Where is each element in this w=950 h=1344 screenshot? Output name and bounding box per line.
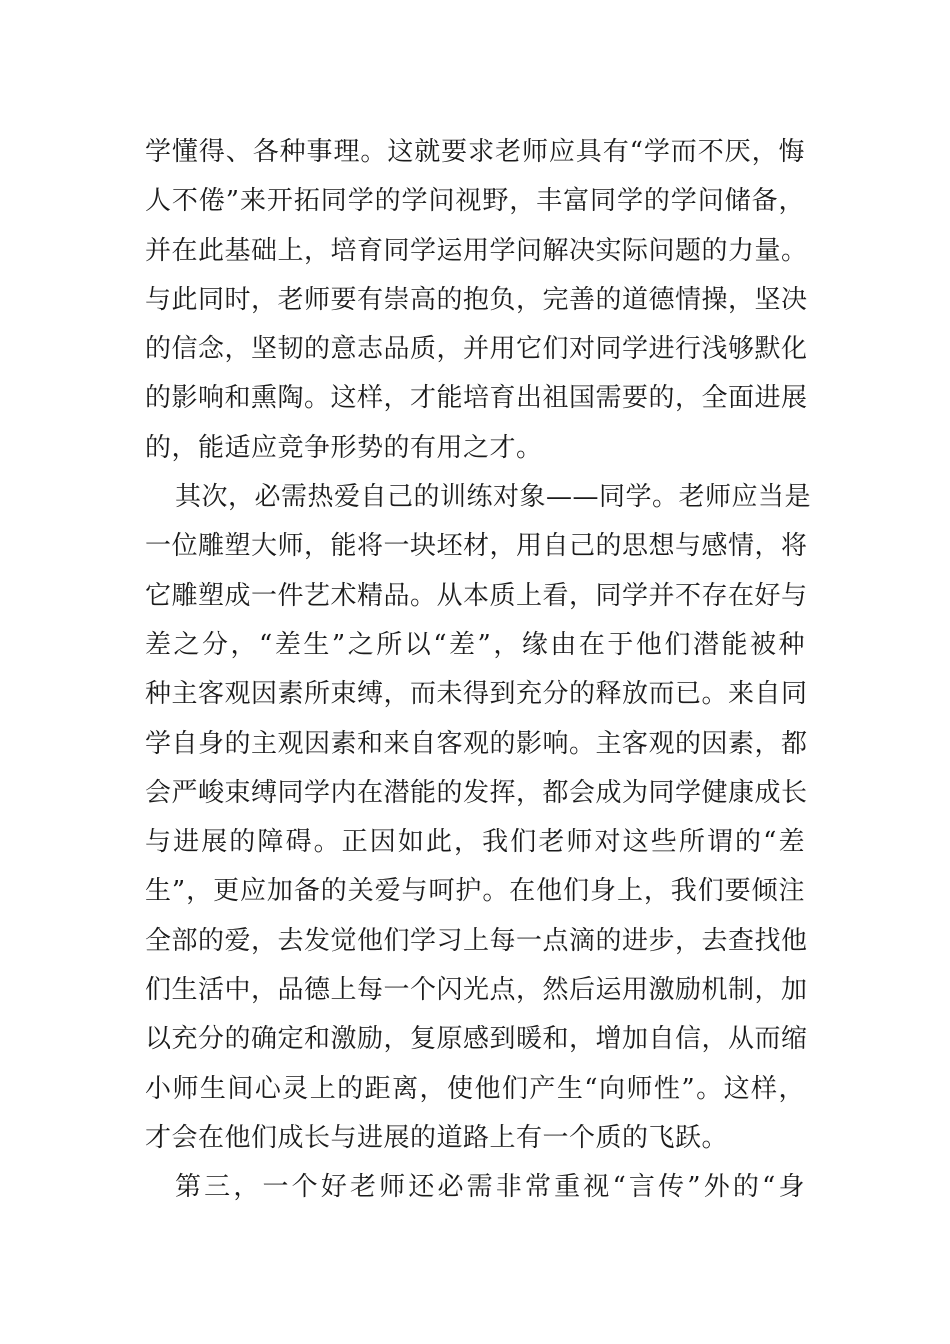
text-line: 与此同时，老师要有崇高的抱负，完善的道德情操，坚决 bbox=[145, 284, 808, 315]
text-line: 人不倦”来开拓同学的学问视野，丰富同学的学问储备， bbox=[145, 186, 805, 217]
text-line: 并在此基础上，培育同学运用学问解决实际问题的力量。 bbox=[145, 235, 808, 266]
text-line: 学懂得、各种事理。这就要求老师应具有“学而不厌，悔 bbox=[145, 137, 805, 167]
text-line: 们生活中，品德上每一个闪光点，然后运用激励机制，加 bbox=[145, 975, 808, 1006]
text-line: 才会在他们成长与进展的道路上有一个质的飞跃。 bbox=[145, 1122, 729, 1153]
text-line: 生”，更应加备的关爱与呵护。在他们身上，我们要倾注 bbox=[145, 876, 805, 907]
text-line: 差之分，“差生”之所以“差”，缘由在于他们潜能被种 bbox=[145, 629, 805, 660]
text-line: 小师生间心灵上的距离，使他们产生“向师性”。这样， bbox=[145, 1073, 805, 1104]
text-line: 的影响和熏陶。这样，才能培育出祖国需要的，全面进展 bbox=[145, 383, 808, 414]
text-line: 的，能适应竞争形势的有用之才。 bbox=[145, 432, 543, 463]
body-text bbox=[145, 128, 812, 1213]
text-line: 会严峻束缚同学内在潜能的发挥，都会成为同学健康成长 bbox=[145, 777, 808, 808]
text-line: 与进展的障碍。正因如此，我们老师对这些所谓的“差 bbox=[145, 827, 805, 858]
text-line: 以充分的确定和激励，复原感到暖和，增加自信，从而缩 bbox=[145, 1024, 808, 1055]
text-line: 全部的爱，去发觉他们学习上每一点滴的进步，去查找他 bbox=[145, 925, 808, 956]
paragraph-start-line: 其次，必需热爱自己的训练对象——同学。老师应当是 bbox=[175, 482, 812, 513]
text-line: 学自身的主观因素和来自客观的影响。主客观的因素，都 bbox=[145, 728, 808, 759]
text-line: 一位雕塑大师，能将一块坯材，用自己的思想与感情，将 bbox=[145, 531, 808, 562]
text-line: 它雕塑成一件艺术精品。从本质上看，同学并不存在好与 bbox=[145, 580, 808, 611]
paragraph-start-line: 第三，一个好老师还必需非常重视“言传”外的“身 bbox=[175, 1172, 805, 1203]
text-line: 种主客观因素所束缚，而未得到充分的释放而已。来自同 bbox=[145, 679, 808, 710]
text-line: 的信念，坚韧的意志品质，并用它们对同学进行浅够默化 bbox=[145, 334, 808, 365]
